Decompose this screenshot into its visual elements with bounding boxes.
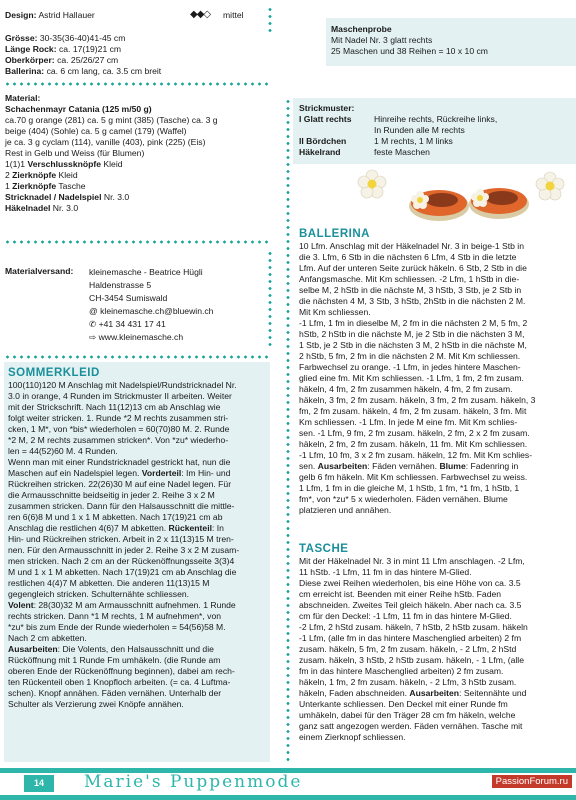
size-row: Ballerina: ca. 6 cm lang, ca. 3.5 cm breit (5, 66, 162, 76)
designer-name: Astrid Hallauer (38, 10, 95, 20)
material-item: Stricknadel / Nadelspiel Nr. 3.0 (5, 192, 130, 202)
ballerina-section (299, 228, 569, 516)
text-line: restlichen 4(4)7 M abketten. Die anderen 11(13)15 M (8, 578, 210, 588)
text-line: 10 Lfm. Anschlag mit der Häkelnadel Nr. 3 in beige-1 Stb in (299, 241, 524, 251)
strickmuster-row: In Runden alle M rechts (374, 125, 465, 135)
material-yarn: Schachenmayr Catania (125 m/50 g) (5, 104, 152, 114)
magazine-title: Marie's Puppenmode (84, 772, 303, 792)
sommerkleid-heading: SOMMERKLEID (8, 367, 100, 379)
text-line: Diese zwei Reihen wiederholen, bis eine Höhe von ca. 3.5 (299, 578, 521, 588)
versand-line: Haldenstrasse 5 (89, 280, 152, 290)
text-line: häkeln, 3 fm, 2 fm zusam. häkeln, 3 fm, 2 fm zusam. häkeln, 3 (299, 395, 536, 405)
material-line: beige (404) (Sohle) ca. 5 g camel (179) (Waffel) (5, 126, 187, 136)
difficulty-label: mittel (223, 10, 244, 20)
material-line: je ca. 3 g cyclam (114), vanille (403), pink (225) (Eis) (5, 137, 206, 147)
strickmuster-row: I Glatt rechts Hinreihe rechts, Rückreihe links, (299, 114, 498, 124)
divider-dots (4, 240, 268, 244)
text-line: glied eine fm. Mit Km schliessen. -1 Lfm, 1 fm, 2 fm zusam. (299, 373, 524, 383)
text-line: ren 6(6)8 M und 1 x 1 M abketten. Nach 17(19)21 cm ab (8, 512, 223, 522)
versand-line: kleinemasche - Beatrice Hügli (89, 267, 203, 277)
text-line: selbe M, 2 hStb in die nächste M, 3 hStb, 3 Stb, je 2 Stb in (299, 285, 522, 295)
text-line: Rückreihen stricken. 22(26)30 M auf eine Nadel legen. Für (8, 479, 232, 489)
text-line: Ausarbeiten: Die Volents, den Halsausschnitt und die (8, 644, 214, 654)
text-line: häkeln, 1 fm, 2 fm zusam. häkeln, - 2 Lfm, 3 hStb zusam. (299, 677, 517, 687)
text-line: *2 M, 2 M rechts zusammen stricken*. Von *zu* wiederho- (8, 435, 229, 445)
phone-number: ✆ +41 34 431 17 41 (89, 319, 166, 329)
design-line (5, 10, 265, 21)
text-line: folgt weiter stricken. 1. Runde *2 M rechts zusammen stri- (8, 413, 229, 423)
text-line: die 3. Lfm, 6 Stb in die nächsten 6 Lfm, 4 Stb in die letzte (299, 252, 517, 262)
design-label: Design: (5, 10, 37, 20)
text-line: zusam. häkeln, 3 hStb, 2 hStb zusam. häkeln, - 1 Lfm, (alle (299, 655, 524, 665)
text-line: ten Rückenteil oben 1 Knopfloch arbeiten. (= ca. 4 Luftma- (8, 677, 231, 687)
strickmuster-title: Strickmuster: (299, 103, 355, 113)
text-line: Anfangsmasche. Mit Km schliessen. -2 Lfm, 1 hStb in die- (299, 274, 520, 284)
design-block (5, 10, 265, 21)
ballerina-text (299, 241, 569, 516)
ballerina-heading: BALLERINA (299, 228, 370, 240)
maschenprobe-title: Maschenprobe (331, 24, 392, 34)
text-line: fm*, von *zu* 5 x wiederholen. Fäden vernähen. Blume (299, 494, 508, 504)
versand-address (89, 266, 213, 344)
text-line: mit der Strickschrift. Nach 11(12)13 cm ab Anschlag wie (8, 402, 221, 412)
text-line: cm erreicht ist. Beenden mit einer Reihe hStb. Faden (299, 589, 502, 599)
size-row: Länge Rock: ca. 17(19)21 cm (5, 44, 122, 54)
text-line: sen. -1 Lfm, 9 fm, 2 fm zusam. häkeln, 2 fm, 2 x 2 fm zusam. (299, 428, 530, 438)
tasche-section (299, 543, 569, 743)
material-heading: Material: (5, 93, 41, 103)
text-line: platzieren und annähen. (299, 505, 392, 515)
text-line: *zu* bis zum Ende der Runde wiederholen = 54(56)58 M. (8, 622, 226, 632)
text-line: 1 Stb, je 2 Stb in die nächsten 3 M, 2 hStb in die nächste M, (299, 340, 527, 350)
text-line: 2 hStb, 5 fm, 2 fm in die nächsten 2 M. Mit Km schliessen. (299, 351, 521, 361)
text-line: häkeln, Faden abschneiden. Ausarbeiten: Seitennähte und (299, 688, 527, 698)
text-line: sen. Ausarbeiten: Fäden vernähen. Blume: Fadenring in (299, 461, 519, 471)
text-line: cm für den Deckel: -1 Lfm, 11 fm in das hintere M-Glied. (299, 611, 512, 621)
material-block (5, 93, 267, 214)
text-line: schen). Knopf annähen. Fäden vernähen. Unterhalb der (8, 688, 222, 698)
text-line: Schulter als Verzierung zwei Knöpfe annähen. (8, 699, 184, 709)
material-item: 1(1)1 Verschlussknöpfe Kleid (5, 159, 123, 169)
text-line: -1 Lfm, 10 fm, 3 x 2 fm zusam. häkeln, 12 fm. Mit Km schlies- (299, 450, 533, 460)
text-line: Mit der Häkelnadel Nr. 3 in mint 11 Lfm anschlagen. -2 Lfm, (299, 556, 525, 566)
text-line: fm in das hintere Maschenglied arbeiten) 2 fm zusam. (299, 666, 504, 676)
site-watermark: PassionForum.ru (492, 775, 572, 788)
text-line: hStb, 2 hStb in die nächste M, je 2 Stb in die nächsten 3 M, (299, 329, 525, 339)
divider-dots (4, 355, 268, 359)
slipper-left (409, 190, 469, 221)
text-line: Wenn man mit einer Rundstricknadel gestrickt hat, nun die (8, 457, 231, 467)
text-line: Rücköffnung mit 1 Runde Fm umhäkeln. (die Runde am (8, 655, 221, 665)
material-item: 1 Zierknöpfe Tasche (5, 181, 86, 191)
text-line: 3.0 in orange, 4 Runden im Strickmuster II arbeiten. Weiter (8, 391, 232, 401)
sizes-block (5, 33, 265, 77)
website-link[interactable]: ⇨ www.kleinemasche.ch (89, 332, 184, 342)
text-line: die Armausschnitte beidseitig in jeder 2. Reihe 3 x 2 M (8, 490, 215, 500)
text-line: Maschen auf ein Nadelspiel legen. Vorderteil: Im Hin- und (8, 468, 231, 478)
material-line: ca.70 g orange (281) ca. 5 g mint (385) (Tasche) ca. 3 g (5, 115, 218, 125)
material-item: 2 Zierknöpfe Kleid (5, 170, 78, 180)
text-line: umhäkeln, dabei für den Träger 28 cm fm häkeln, welche (299, 710, 516, 720)
sommerkleid-text (8, 380, 268, 710)
text-line: Nach 2 cm abketten. (8, 633, 87, 643)
strickmuster-block (299, 103, 571, 158)
slipper-right (469, 188, 529, 219)
material-item: Häkelnadel Nr. 3.0 (5, 203, 79, 213)
text-line: men stricken. Nach 2 cm an der Rückenöffnungsseite 3(3)4 (8, 556, 235, 566)
versand-divider-vertical (268, 250, 272, 350)
text-line: -2 Lfm, 2 hStd zusam. häkeln, 7 hStb, 2 hStb zusam. häkeln (299, 622, 528, 632)
flower-left (358, 170, 386, 198)
versand-line: CH-3454 Sumiswald (89, 293, 168, 303)
tasche-text (299, 556, 569, 743)
maschenprobe-line: Mit Nadel Nr. 3 glatt rechts (331, 35, 433, 45)
text-line: häkeln, 2 fm, 2 fm zusam. häkeln, 11 fm. Mit Km schliessen. (299, 439, 528, 449)
text-line: Lfm. Auf der unteren Seite zurück häkeln. 6 Stb, 2 Stb in die (299, 263, 527, 273)
tasche-heading: TASCHE (299, 543, 349, 555)
text-line: -1 Lfm, (alle fm in das hintere Maschenglied arbeiten) 2 fm (299, 633, 522, 643)
flower-right (536, 172, 564, 200)
material-line: Rest in Gelb und Weiss (für Blumen) (5, 148, 145, 158)
strickmuster-row: Häkelrand feste Maschen (299, 147, 430, 157)
text-line: len = 44(52)60 M. 4 Runden. (8, 446, 118, 456)
divider-dots (4, 82, 268, 86)
maschenprobe-block (331, 24, 571, 57)
text-line: 11 hStb. -1 Lfm, 11 fm in das hintere M-Glied. (299, 567, 472, 577)
text-line: -1 Lfm, 1 fm in dieselbe M, 2 fm in die nächsten 2 M, 5 fm, 2 (299, 318, 528, 328)
text-line: zusam. häkeln, 5 fm, 2 fm zusam. häkeln, - 2 Lfm, 2 hStd (299, 644, 517, 654)
maschenprobe-line: 25 Maschen und 38 Reihen = 10 x 10 cm (331, 46, 488, 56)
text-line: Volent: 28(30)32 M am Armausschnitt aufnehmen. 1 Runde (8, 600, 236, 610)
column-divider-vertical (286, 98, 290, 763)
strickmuster-row: II Bördchen 1 M rechts, 1 M links (299, 136, 453, 146)
text-line: die nächsten 4 M, 3 Stb, 3 hStb, 2hStb in die nächsten 2 M. (299, 296, 526, 306)
text-line: oberen Ende der Rückenöffnung beginnen), dabei am rech- (8, 666, 235, 676)
text-line: cken, 1 M*, von *bis* wiederholen = 60(70)80 M. 2. Runde (8, 424, 230, 434)
text-line: gelb 6 fm häkeln. Mit Km schliessen. Farbwechsel zu weiss. (299, 472, 528, 482)
text-line: 100(110)120 M Anschlag mit Nadelspiel/Rundstricknadel Nr. (8, 380, 237, 390)
text-line: einem Zierknopf schliessen. (299, 732, 406, 742)
ballerina-photo (294, 164, 576, 226)
text-line: rechts stricken. Dann *1 M rechts, 1 M aufnehmen*, von (8, 611, 222, 621)
header-divider-vertical (268, 6, 272, 34)
text-line: zusammen stricken. Dann für den Halsausschnitt die mittle- (8, 501, 235, 511)
text-line: häkeln, 4 fm, 2 fm zusammen häkeln, 4 fm, 2 fm zusam. (299, 384, 513, 394)
text-line: Km schliessen. -1 Lfm. In jede M eine fm. Mit Km schlies- (299, 417, 518, 427)
size-row: Oberkörper: ca. 25/26/27 cm (5, 55, 119, 65)
text-line: abschneiden. Zweites Teil gleich häkeln. Aber nach ca. 3.5 (299, 600, 522, 610)
text-line: Anschlag die restlichen 4(6)7 M abketten. Rückenteil: In (8, 523, 224, 533)
text-line: M und 1 x 1 M abketten. Nach 17(19)21 cm ab Anschlag die (8, 567, 237, 577)
text-line: fm, 2 fm zusam. häkeln, 4 fm, 2 fm zusam. häkeln, 3 fm. Mit (299, 406, 527, 416)
text-line: Unterkante schliessen. Den Deckel mit einer Runde fm (299, 699, 508, 709)
page-number: 14 (24, 775, 54, 792)
versand-label: Materialversand: (5, 266, 74, 276)
text-line: 1 Lfm, 1 fm in die gleiche M, 1 hStb, 1 fm, *1 fm, 1 hStb, 1 (299, 483, 520, 493)
difficulty-icons: ◆◆◇ (190, 9, 211, 20)
size-row: Grösse: 30-35(36-40)41-45 cm (5, 33, 126, 43)
sommerkleid-section (8, 367, 268, 710)
text-line: gegengleich stricken. Schulternähte schliessen. (8, 589, 190, 599)
page-footer (0, 768, 576, 800)
text-line: Farbwechsel zu orange. -1 Lfm, in jedes hintere Maschen- (299, 362, 521, 372)
text-line: ganz satt angezogen werden. Fäden vernähen. Tasche mit (299, 721, 523, 731)
text-line: Mit Km schliessen. (299, 307, 371, 317)
text-line: nen. Für den Armausschnitt in jeder 2. Reihe 3 x 2 M zusam- (8, 545, 240, 555)
email-link[interactable]: @ kleinemasche.ch@bluewin.ch (89, 306, 214, 316)
text-line: Hin- und Rückreihen stricken. Arbeit in 2 x 11(13)15 M tren- (8, 534, 234, 544)
strickmuster-table (299, 114, 497, 158)
